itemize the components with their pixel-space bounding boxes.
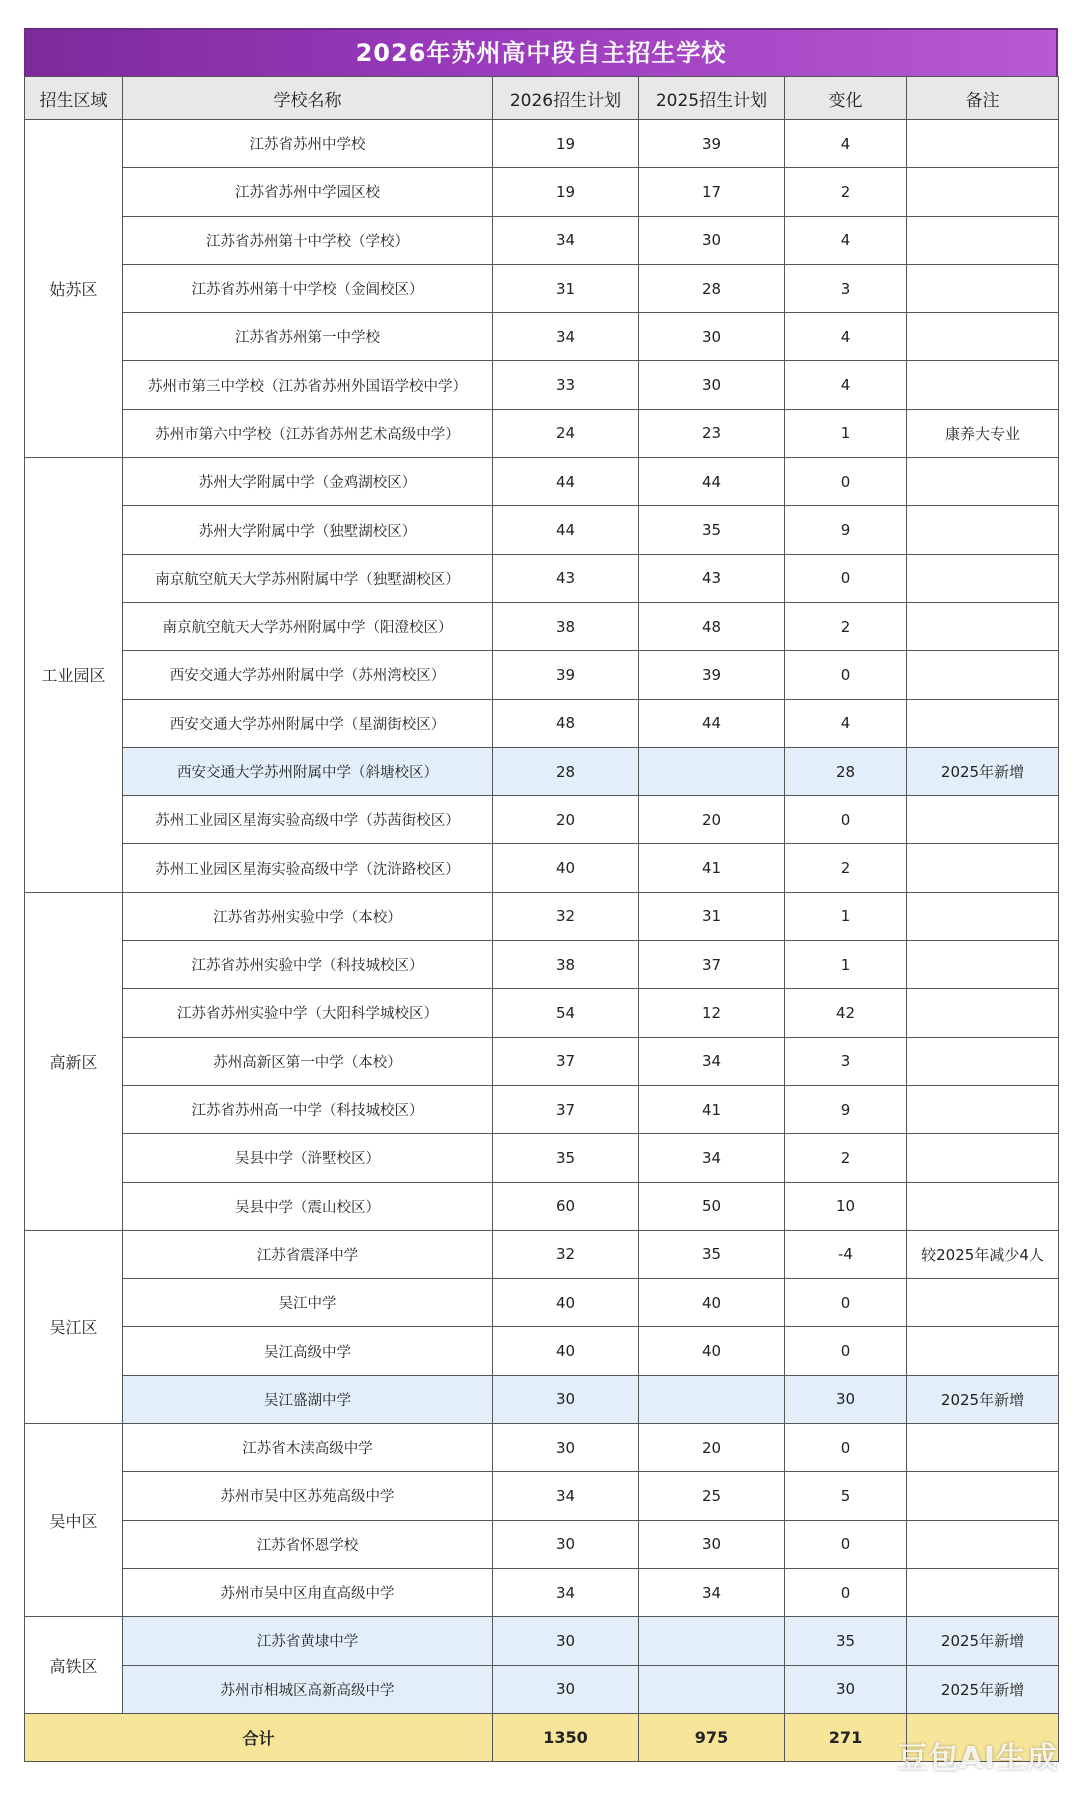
change-cell: 0 — [785, 1327, 907, 1375]
plan-2025-cell: 40 — [639, 1279, 785, 1327]
change-cell: 1 — [785, 409, 907, 457]
table-title: 2026年苏州高中段自主招生学校 — [24, 28, 1058, 76]
plan-2025-cell: 20 — [639, 1424, 785, 1472]
change-cell: 0 — [785, 796, 907, 844]
plan-2025-cell: 35 — [639, 1230, 785, 1278]
region-cell: 吴江区 — [25, 1230, 123, 1423]
plan-2026-cell: 43 — [493, 554, 639, 602]
table-row — [25, 796, 1059, 844]
school-name-cell: 西安交通大学苏州附属中学（星湖街校区） — [123, 699, 493, 747]
change-cell: -4 — [785, 1230, 907, 1278]
note-cell — [907, 941, 1059, 989]
table-container — [24, 28, 1058, 1762]
change-cell: 4 — [785, 120, 907, 168]
table-row — [25, 1327, 1059, 1375]
plan-2026-cell: 30 — [493, 1617, 639, 1665]
total-plan-2025: 975 — [639, 1713, 785, 1761]
header-note: 备注 — [907, 77, 1059, 120]
school-name-cell: 苏州大学附属中学（金鸡湖校区） — [123, 458, 493, 506]
plan-2025-cell: 34 — [639, 1134, 785, 1182]
note-cell — [907, 699, 1059, 747]
plan-2026-cell: 54 — [493, 989, 639, 1037]
school-name-cell: 江苏省木渎高级中学 — [123, 1424, 493, 1472]
school-name-cell: 苏州大学附属中学（独墅湖校区） — [123, 506, 493, 554]
note-cell — [907, 1134, 1059, 1182]
school-name-cell: 苏州市第六中学校（江苏省苏州艺术高级中学） — [123, 409, 493, 457]
change-cell: 30 — [785, 1665, 907, 1713]
table-row — [25, 168, 1059, 216]
plan-2026-cell: 34 — [493, 216, 639, 264]
table-row — [25, 1279, 1059, 1327]
plan-2026-cell: 19 — [493, 168, 639, 216]
school-name-cell: 苏州市第三中学校（江苏省苏州外国语学校中学） — [123, 361, 493, 409]
plan-2026-cell: 32 — [493, 1230, 639, 1278]
school-name-cell: 江苏省苏州第十中学校（学校） — [123, 216, 493, 264]
plan-2026-cell: 28 — [493, 747, 639, 795]
change-cell: 2 — [785, 844, 907, 892]
table-row — [25, 747, 1059, 795]
table-body — [25, 120, 1059, 1714]
change-cell: 2 — [785, 602, 907, 650]
plan-2026-cell: 19 — [493, 120, 639, 168]
change-cell: 9 — [785, 506, 907, 554]
change-cell: 28 — [785, 747, 907, 795]
note-cell — [907, 1182, 1059, 1230]
header-row — [25, 77, 1059, 120]
region-cell: 姑苏区 — [25, 120, 123, 458]
region-cell: 工业园区 — [25, 458, 123, 893]
plan-2026-cell: 40 — [493, 1279, 639, 1327]
note-cell — [907, 216, 1059, 264]
table-row — [25, 1472, 1059, 1520]
school-name-cell: 西安交通大学苏州附属中学（苏州湾校区） — [123, 651, 493, 699]
plan-2025-cell — [639, 1665, 785, 1713]
table-row — [25, 892, 1059, 940]
plan-2025-cell: 17 — [639, 168, 785, 216]
school-name-cell: 吴江高级中学 — [123, 1327, 493, 1375]
school-name-cell: 苏州市相城区高新高级中学 — [123, 1665, 493, 1713]
table-row — [25, 651, 1059, 699]
plan-2026-cell: 30 — [493, 1520, 639, 1568]
school-name-cell: 江苏省苏州实验中学（大阳科学城校区） — [123, 989, 493, 1037]
table-row — [25, 1085, 1059, 1133]
table-row — [25, 1424, 1059, 1472]
table-row — [25, 1134, 1059, 1182]
plan-2025-cell: 37 — [639, 941, 785, 989]
change-cell: 0 — [785, 1520, 907, 1568]
plan-2025-cell: 50 — [639, 1182, 785, 1230]
table-row — [25, 1375, 1059, 1423]
table-row — [25, 1182, 1059, 1230]
school-name-cell: 苏州市吴中区苏苑高级中学 — [123, 1472, 493, 1520]
header-plan-2026: 2026招生计划 — [493, 77, 639, 120]
table-row — [25, 554, 1059, 602]
school-name-cell: 南京航空航天大学苏州附属中学（独墅湖校区） — [123, 554, 493, 602]
header-plan-2025: 2025招生计划 — [639, 77, 785, 120]
total-plan-2026: 1350 — [493, 1713, 639, 1761]
change-cell: 35 — [785, 1617, 907, 1665]
note-cell — [907, 168, 1059, 216]
plan-2025-cell: 40 — [639, 1327, 785, 1375]
plan-2026-cell: 39 — [493, 651, 639, 699]
plan-2026-cell: 34 — [493, 1472, 639, 1520]
total-change: 271 — [785, 1713, 907, 1761]
change-cell: 0 — [785, 458, 907, 506]
plan-2026-cell: 38 — [493, 941, 639, 989]
plan-2026-cell: 37 — [493, 1037, 639, 1085]
change-cell: 3 — [785, 264, 907, 312]
change-cell: 0 — [785, 554, 907, 602]
plan-2026-cell: 35 — [493, 1134, 639, 1182]
region-cell: 高新区 — [25, 892, 123, 1230]
school-name-cell: 西安交通大学苏州附属中学（斜塘校区） — [123, 747, 493, 795]
change-cell: 0 — [785, 1568, 907, 1616]
note-cell — [907, 1085, 1059, 1133]
plan-2026-cell: 60 — [493, 1182, 639, 1230]
school-name-cell: 吴江盛湖中学 — [123, 1375, 493, 1423]
header-change: 变化 — [785, 77, 907, 120]
plan-2025-cell: 30 — [639, 313, 785, 361]
plan-2026-cell: 44 — [493, 506, 639, 554]
plan-2025-cell: 44 — [639, 699, 785, 747]
plan-2026-cell: 40 — [493, 844, 639, 892]
plan-2025-cell: 28 — [639, 264, 785, 312]
table-row — [25, 1037, 1059, 1085]
region-cell: 高铁区 — [25, 1617, 123, 1714]
plan-2026-cell: 32 — [493, 892, 639, 940]
plan-2025-cell: 23 — [639, 409, 785, 457]
note-cell — [907, 844, 1059, 892]
school-name-cell: 苏州市吴中区甪直高级中学 — [123, 1568, 493, 1616]
change-cell: 1 — [785, 892, 907, 940]
plan-2025-cell: 30 — [639, 361, 785, 409]
school-name-cell: 江苏省苏州中学校 — [123, 120, 493, 168]
change-cell: 9 — [785, 1085, 907, 1133]
school-name-cell: 吴县中学（浒墅校区） — [123, 1134, 493, 1182]
plan-2026-cell: 30 — [493, 1375, 639, 1423]
table-row — [25, 264, 1059, 312]
change-cell: 5 — [785, 1472, 907, 1520]
change-cell: 4 — [785, 699, 907, 747]
note-cell: 康养大专业 — [907, 409, 1059, 457]
school-name-cell: 江苏省苏州中学园区校 — [123, 168, 493, 216]
table-row — [25, 409, 1059, 457]
note-cell — [907, 264, 1059, 312]
note-cell: 2025年新增 — [907, 1665, 1059, 1713]
note-cell — [907, 1568, 1059, 1616]
plan-2026-cell: 37 — [493, 1085, 639, 1133]
school-name-cell: 苏州工业园区星海实验高级中学（沈浒路校区） — [123, 844, 493, 892]
plan-2025-cell: 31 — [639, 892, 785, 940]
note-cell — [907, 1424, 1059, 1472]
school-name-cell: 江苏省苏州实验中学（科技城校区） — [123, 941, 493, 989]
change-cell: 4 — [785, 361, 907, 409]
table-row — [25, 699, 1059, 747]
school-name-cell: 江苏省怀恩学校 — [123, 1520, 493, 1568]
plan-2026-cell: 30 — [493, 1424, 639, 1472]
table-row — [25, 506, 1059, 554]
plan-2026-cell: 34 — [493, 1568, 639, 1616]
plan-2025-cell: 20 — [639, 796, 785, 844]
plan-2026-cell: 31 — [493, 264, 639, 312]
plan-2026-cell: 44 — [493, 458, 639, 506]
table-row — [25, 602, 1059, 650]
total-label: 合计 — [25, 1713, 493, 1761]
plan-2026-cell: 48 — [493, 699, 639, 747]
plan-2025-cell: 43 — [639, 554, 785, 602]
change-cell: 30 — [785, 1375, 907, 1423]
plan-2025-cell: 48 — [639, 602, 785, 650]
plan-2025-cell: 44 — [639, 458, 785, 506]
table-row — [25, 120, 1059, 168]
note-cell — [907, 651, 1059, 699]
plan-2026-cell: 33 — [493, 361, 639, 409]
note-cell — [907, 313, 1059, 361]
note-cell — [907, 458, 1059, 506]
note-cell — [907, 796, 1059, 844]
plan-2026-cell: 38 — [493, 602, 639, 650]
school-name-cell: 江苏省苏州高一中学（科技城校区） — [123, 1085, 493, 1133]
note-cell: 较2025年减少4人 — [907, 1230, 1059, 1278]
school-name-cell: 江苏省苏州第一中学校 — [123, 313, 493, 361]
plan-2026-cell: 34 — [493, 313, 639, 361]
school-name-cell: 吴县中学（震山校区） — [123, 1182, 493, 1230]
note-cell — [907, 120, 1059, 168]
note-cell — [907, 554, 1059, 602]
note-cell — [907, 989, 1059, 1037]
note-cell — [907, 1472, 1059, 1520]
change-cell: 0 — [785, 1279, 907, 1327]
plan-2025-cell: 30 — [639, 1520, 785, 1568]
table-row — [25, 1665, 1059, 1713]
table-row — [25, 989, 1059, 1037]
change-cell: 4 — [785, 313, 907, 361]
change-cell: 42 — [785, 989, 907, 1037]
note-cell — [907, 1520, 1059, 1568]
school-name-cell: 江苏省苏州实验中学（本校） — [123, 892, 493, 940]
plan-2025-cell: 41 — [639, 1085, 785, 1133]
note-cell — [907, 1327, 1059, 1375]
plan-2026-cell: 24 — [493, 409, 639, 457]
note-cell — [907, 602, 1059, 650]
plan-2025-cell: 12 — [639, 989, 785, 1037]
change-cell: 0 — [785, 651, 907, 699]
change-cell: 2 — [785, 168, 907, 216]
school-name-cell: 江苏省黄埭中学 — [123, 1617, 493, 1665]
table-row — [25, 1617, 1059, 1665]
change-cell: 3 — [785, 1037, 907, 1085]
note-cell: 2025年新增 — [907, 1617, 1059, 1665]
table-row — [25, 941, 1059, 989]
table-row — [25, 844, 1059, 892]
school-name-cell: 苏州高新区第一中学（本校） — [123, 1037, 493, 1085]
table-row — [25, 1520, 1059, 1568]
plan-2026-cell: 30 — [493, 1665, 639, 1713]
table-row — [25, 313, 1059, 361]
table-row — [25, 1568, 1059, 1616]
plan-2025-cell: 39 — [639, 120, 785, 168]
plan-2025-cell: 34 — [639, 1037, 785, 1085]
note-cell — [907, 506, 1059, 554]
note-cell — [907, 892, 1059, 940]
plan-2025-cell: 39 — [639, 651, 785, 699]
admission-table — [24, 76, 1059, 1762]
table-row — [25, 1230, 1059, 1278]
school-name-cell: 南京航空航天大学苏州附属中学（阳澄校区） — [123, 602, 493, 650]
table-row — [25, 216, 1059, 264]
note-cell — [907, 361, 1059, 409]
note-cell — [907, 1279, 1059, 1327]
plan-2025-cell: 35 — [639, 506, 785, 554]
change-cell: 1 — [785, 941, 907, 989]
note-cell — [907, 1037, 1059, 1085]
change-cell: 10 — [785, 1182, 907, 1230]
plan-2025-cell: 25 — [639, 1472, 785, 1520]
note-cell: 2025年新增 — [907, 1375, 1059, 1423]
header-school: 学校名称 — [123, 77, 493, 120]
plan-2026-cell: 40 — [493, 1327, 639, 1375]
plan-2025-cell — [639, 1375, 785, 1423]
plan-2025-cell: 30 — [639, 216, 785, 264]
plan-2025-cell: 41 — [639, 844, 785, 892]
change-cell: 4 — [785, 216, 907, 264]
header-region: 招生区域 — [25, 77, 123, 120]
region-cell: 吴中区 — [25, 1424, 123, 1617]
note-cell: 2025年新增 — [907, 747, 1059, 795]
school-name-cell: 吴江中学 — [123, 1279, 493, 1327]
watermark: 豆包AI生成 — [897, 1741, 1058, 1776]
plan-2026-cell: 20 — [493, 796, 639, 844]
change-cell: 2 — [785, 1134, 907, 1182]
change-cell: 0 — [785, 1424, 907, 1472]
school-name-cell: 苏州工业园区星海实验高级中学（苏茜街校区） — [123, 796, 493, 844]
school-name-cell: 江苏省苏州第十中学校（金阊校区） — [123, 264, 493, 312]
table-row — [25, 458, 1059, 506]
plan-2025-cell — [639, 1617, 785, 1665]
plan-2025-cell: 34 — [639, 1568, 785, 1616]
plan-2025-cell — [639, 747, 785, 795]
school-name-cell: 江苏省震泽中学 — [123, 1230, 493, 1278]
table-row — [25, 361, 1059, 409]
